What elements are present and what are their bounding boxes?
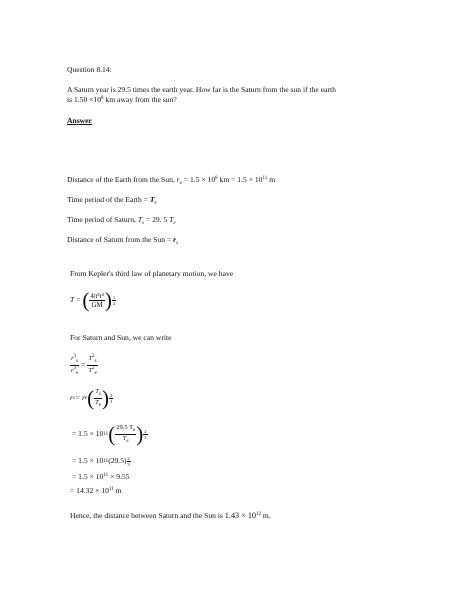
question-title: Question 8.14:	[67, 65, 112, 74]
calc-step-1: = 1.5 × 10 11 ( $\frac{29.5 T_e}{T_e}$ ) $\frac{2}{3}$	[72, 422, 147, 446]
question-text-line2: is $1.50 \times 10^8$ km away from the sun?	[67, 95, 177, 104]
rs-equation: r s = r e ( $\frac{T_s}{T_e}$ ) $\frac{2}{3}$	[70, 386, 113, 410]
distance-earth-line: Distance of the Earth from the Sun, $r_e = 1.5 \times 10^8$ km = $1.5 \times 10^{11}$ m	[67, 175, 276, 186]
ratio-equation: $\frac{r^3_s}{r^3_e}$ = $\frac{T^2_s}{T^2_e}$	[71, 354, 97, 376]
kepler-intro: From Kepler's third law of planetary motion, we have	[70, 269, 234, 278]
calc-step-3: = $1.5 \times 10^{11} \times 9.55$	[72, 472, 130, 481]
period-earth-line: Time period of the Earth = $T_e$	[67, 195, 157, 206]
period-saturn-line: Time period of Saturn, $T_s = 29$. 5 $T_e$	[67, 215, 176, 226]
answer-heading: Answer	[67, 116, 92, 125]
distance-saturn-line: Distance of Saturn from the Sun = $r_s$	[67, 235, 179, 246]
conclusion: Hence, the distance between Saturn and the Sun is $1.43 \times 10^{12}$ m.	[70, 511, 271, 520]
kepler-formula: T = ( $\frac{\text{4π²r³}}{GM}$ ) $\frac{1}{2}$	[70, 288, 116, 312]
calc-step-4: = $14.32 \times 10^{11}$ m	[70, 486, 122, 495]
question-text-line1: A Saturn year is 29.5 times the earth year. How far is the Saturn from the sun if the earth	[67, 85, 336, 94]
saturn-sun-intro: For Saturn and Sun, we can write	[70, 333, 172, 342]
calc-step-2: = 1.5 × 10 11 (29.5) $\frac{2}{3}$	[72, 456, 130, 468]
